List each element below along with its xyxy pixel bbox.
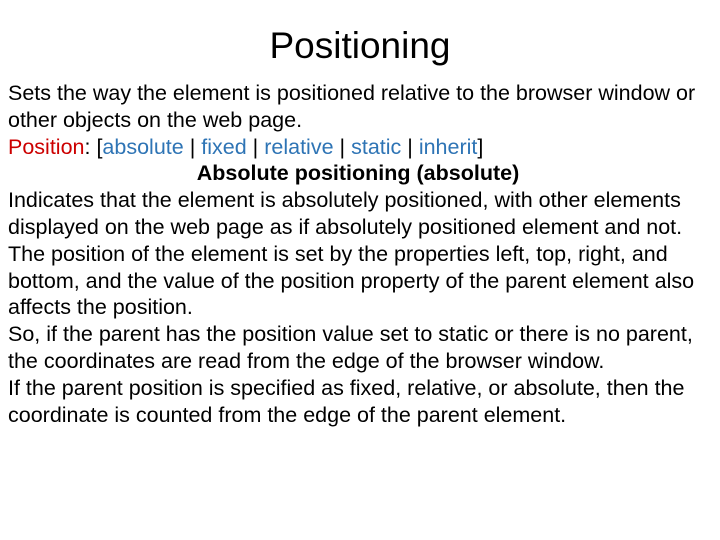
syntax-value-absolute: absolute [102,134,184,159]
slide-body [8,80,708,428]
syntax-close: ] [477,134,484,159]
syntax-value-inherit: inherit [418,134,478,159]
syntax-sep: | [183,134,202,159]
slide-title: Positioning [269,25,451,66]
syntax-sep: | [333,134,352,159]
syntax-sep: | [246,134,265,159]
syntax-value-fixed: fixed [201,134,247,159]
subheading: Absolute positioning (absolute) [196,161,520,186]
syntax-line [8,134,708,161]
syntax-value-static: static [351,134,402,159]
paragraph: So, if the parent has the position value set to static or there is no parent, the coordinates are read from the edge of the browser window. [8,322,693,373]
syntax-value-relative: relative [264,134,334,159]
paragraph: If the parent position is specified as fixed, relative, or absolute, then the coordinate is counted from the edge of the parent element. [8,375,685,427]
intro-paragraph: Sets the way the element is positioned relative to the browser window or other objects on the web page. [8,81,696,132]
syntax-property: Position [8,134,85,159]
paragraph: Indicates that the element is absolutely positioned, with other elements displayed on the web page as if absolutely positioned element and not. [8,188,683,239]
paragraph: The position of the element is set by the properties left, top, right, and bottom, and the value of the position property of the parent element also affects the position. [8,241,695,320]
syntax-open: : [ [84,134,103,159]
syntax-sep: | [401,134,419,159]
